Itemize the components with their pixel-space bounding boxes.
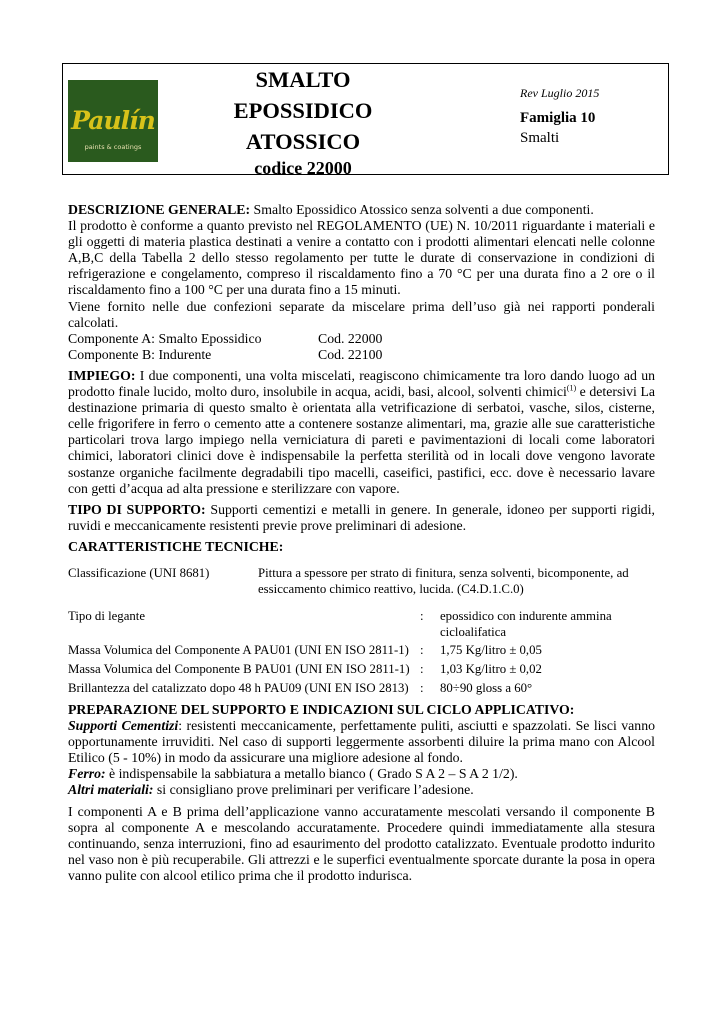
spec-value: epossidico con indurente ammina cicloalifatica (440, 608, 612, 639)
supporto-heading: TIPO DI SUPPORTO: (68, 501, 206, 517)
component-row (68, 347, 655, 363)
classificazione-value: Pittura a spessore per strato di finitura, senza solventi, bicomponente, ad essiccamento chimico reattivo, lucida. (C4.D.1.C.0) (258, 565, 629, 596)
cementizi-text: : resistenti meccanicamente, perfettamente puliti, asciutti e spazzolati. Se lisci vanno opportunamente irruviditi. Nel caso di supporti leggermente assorbenti diluire la prima mano con Alcool Etilico (5 - 10%) in modo da assicurare una migliore adesione al fondo. (68, 718, 655, 766)
spec-colon: : (420, 661, 424, 676)
altri-paragraph (68, 782, 655, 798)
spec-label: Massa Volumica del Componente A PAU01 (UNI EN ISO 2811-1) (68, 642, 409, 657)
product-code: codice 22000 (254, 158, 352, 178)
spec-row (68, 608, 655, 640)
component-code: Cod. 22000 (318, 330, 383, 346)
cementizi-label: Supporti Cementizi (68, 718, 179, 734)
spec-label: Brillantezza del catalizzato dopo 48 h PAU09 (UNI EN ISO 2813) (68, 680, 409, 695)
spec-colon: : (420, 608, 424, 623)
component-label: Componente A: Smalto Epossidico (68, 330, 262, 346)
descrizione-intro (68, 202, 655, 218)
product-title (178, 64, 428, 179)
header-box (62, 63, 669, 178)
spec-colon: : (420, 642, 424, 657)
spec-value: 80÷90 gloss a 60° (440, 680, 533, 695)
component-label: Componente B: Indurente (68, 346, 212, 362)
spec-row (68, 661, 655, 677)
family-label: Famiglia 10 (520, 110, 596, 126)
ferro-text: è indispensabile la sabbiatura a metallo bianco ( Grado S A 2 – S A 2 1/2). (105, 766, 518, 782)
applicazione-paragraph: I componenti A e B prima dell’applicazione vanno accuratamente mescolati versando il componente B sopra al componente A e mescolando accuratamente. Procedere quindi immediatamente alla stesura continuando, senza interruzioni, fino ad esaurimento del prodotto catalizzato. Eventuale prodotto indurito nel vaso non è più recuperabile. Gli attrezzi e le superfici eventualmente sporcate durante la posa in opera vanno pulite con alcool etilico prima che il prodotto indurisca. (68, 803, 655, 883)
descrizione-heading: DESCRIZIONE GENERALE: (68, 202, 251, 217)
confezioni-paragraph: Viene fornito nelle due confezioni separate da miscelare prima dell’uso già nei rapporti ponderali calcolati. (68, 298, 655, 330)
spec-label: Tipo di legante (68, 608, 146, 623)
preparazione-heading: PREPARAZIONE DEL SUPPORTO E INDICAZIONI SUL CICLO APPLICATIVO: (68, 701, 575, 717)
title-line-1: SMALTO (255, 67, 351, 92)
classificazione-row (68, 565, 655, 597)
spec-colon: : (420, 680, 424, 695)
impiego-paragraph (68, 368, 655, 497)
caratteristiche-heading: CARATTERISTICHE TECNICHE: (68, 538, 284, 554)
cementizi-paragraph (68, 718, 655, 766)
impiego-heading: IMPIEGO: (68, 367, 136, 383)
logo-wordmark: Paulín (71, 106, 155, 135)
component-code: Cod. 22100 (318, 346, 383, 362)
title-line-3: ATOSSICO (245, 129, 361, 154)
document-body (68, 202, 655, 884)
impiego-text-b: e detersivi La destinazione primaria di questo smalto è orientata alla vetrificazione di serbatoi, vasche, silos, cisterne, celle frigorifere in ferro o cemento atte a contenere sostanze alimentari, ma, grazie alle sue caratteristiche particolari trova largo impiego nella verniciatura di pareti e pavimentazioni di locali come laboratori chimici, laboratori clinici dove è indispensabile la perfetta sterilità od in locali dove vengono lavorate sostanze organiche facilmente degradabili tipo macelli, caseifici, pastifici, ecc. dove è necessario lavare con getti d’acqua ad alta pressione e sterilizzare con vapore. (68, 384, 655, 496)
altri-text: si consigliano prove preliminari per verificare l’adesione. (153, 782, 474, 798)
supporto-text: Supporti cementizi e metalli in genere. In generale, idoneo per supporti rigidi, ruvidi e meccanicamente resistenti previe prove preliminari di adesione. (68, 501, 655, 533)
title-line-2: EPOSSIDICO (233, 98, 373, 123)
spec-value: 1,03 Kg/litro ± 0,02 (440, 661, 542, 676)
footnote-ref: (1) (566, 383, 577, 393)
spec-value: 1,75 Kg/litro ± 0,05 (440, 642, 542, 657)
spec-row (68, 680, 655, 696)
category-label: Smalti (520, 130, 560, 146)
altri-label: Altri materiali: (68, 782, 154, 798)
spec-label: Massa Volumica del Componente B PAU01 (UNI EN ISO 2811-1) (68, 661, 410, 676)
descrizione-lead: Smalto Epossidico Atossico senza solventi a due componenti. (250, 202, 594, 217)
logo-tagline: paints & coatings (84, 143, 142, 151)
spec-row (68, 642, 655, 658)
revision-date: Rev Luglio 2015 (520, 86, 600, 100)
regolamento-paragraph: Il prodotto è conforme a quanto previsto nel REGOLAMENTO (UE) N. 10/2011 riguardante i materiali e gli oggetti di materia plastica destinati a venire a contatto con i prodotti alimentari elencati nelle colonne A,B,C della Tabella 2 dello stesso regolamento per tutte le durate di conservazione in condizioni di refrigerazione e congelamento, compreso il riscaldamento fino a 70 °C per una durata fino a 2 ore o il riscaldamento fino a 100 °C per una durata fino a 15 minuti. (68, 218, 655, 298)
ferro-label: Ferro: (68, 766, 106, 782)
ferro-paragraph (68, 766, 655, 782)
supporto-paragraph (68, 502, 655, 534)
impiego-text-a: I due componenti, una volta miscelati, reagiscono chimicamente tra loro dando luogo ad un prodotto finale lucido, molto duro, insolubile in acqua, acidi, basi, alcool, solventi chimici (68, 367, 655, 400)
paulin-logo (68, 80, 158, 162)
classificazione-label: Classificazione (UNI 8681) (68, 565, 210, 580)
component-row (68, 331, 655, 347)
